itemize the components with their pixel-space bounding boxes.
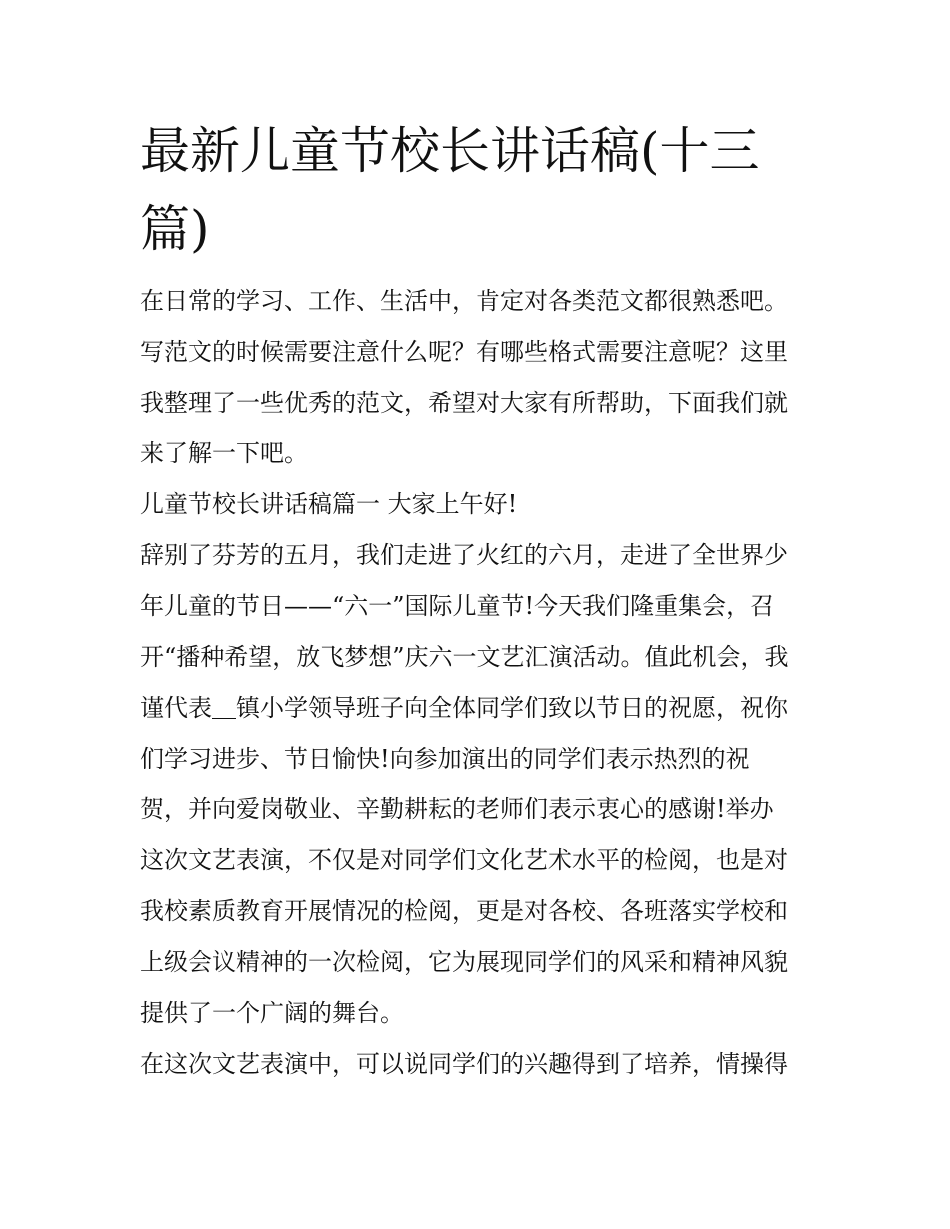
body-line-4: 来了解一下吧。 <box>140 439 308 467</box>
body-line-11: 贺，并向爱岗敬业、辛勤耕耘的老师们表示衷心的感谢!举办 <box>140 795 774 823</box>
title-line-2: 篇) <box>140 200 210 258</box>
body-line-16: 在这次文艺表演中，可以说同学们的兴趣得到了培养，情操得 <box>140 1050 788 1078</box>
title-line-1: 最新儿童节校长讲话稿(十三 <box>140 122 760 180</box>
body-line-9: 谨代表＿镇小学领导班子向全体同学们致以节日的祝愿，祝你 <box>140 694 788 722</box>
body-line-13: 我校素质教育开展情况的检阅，更是对各校、各班落实学校和 <box>140 897 788 925</box>
body-line-15: 提供了一个广阔的舞台。 <box>140 999 404 1027</box>
body-line-6: 辞别了芬芳的五月，我们走进了火红的六月，走进了全世界少 <box>140 541 788 569</box>
body-line-14: 上级会议精神的一次检阅，它为展现同学们的风采和精神风貌 <box>140 948 788 976</box>
document-title <box>140 112 810 268</box>
body-line-7: 年儿童的节日——“六一”国际儿童节!今天我们隆重集会，召 <box>140 592 775 620</box>
body-line-12: 这次文艺表演，不仅是对同学们文化艺术水平的检阅，也是对 <box>140 846 788 874</box>
body-line-2: 写范文的时候需要注意什么呢？有哪些格式需要注意呢？这里 <box>140 338 788 366</box>
body-line-1: 在日常的学习、工作、生活中，肯定对各类范文都很熟悉吧。 <box>140 287 788 315</box>
body-line-3: 我整理了一些优秀的范文，希望对大家有所帮助，下面我们就 <box>140 389 788 417</box>
body-line-8: 开“播种希望，放飞梦想”庆六一文艺汇演活动。值此机会，我 <box>140 643 789 671</box>
section-heading-line: 儿童节校长讲话稿篇一 大家上午好! <box>140 490 518 518</box>
body-line-10: 们学习进步、节日愉快!向参加演出的同学们表示热烈的祝 <box>140 745 750 773</box>
